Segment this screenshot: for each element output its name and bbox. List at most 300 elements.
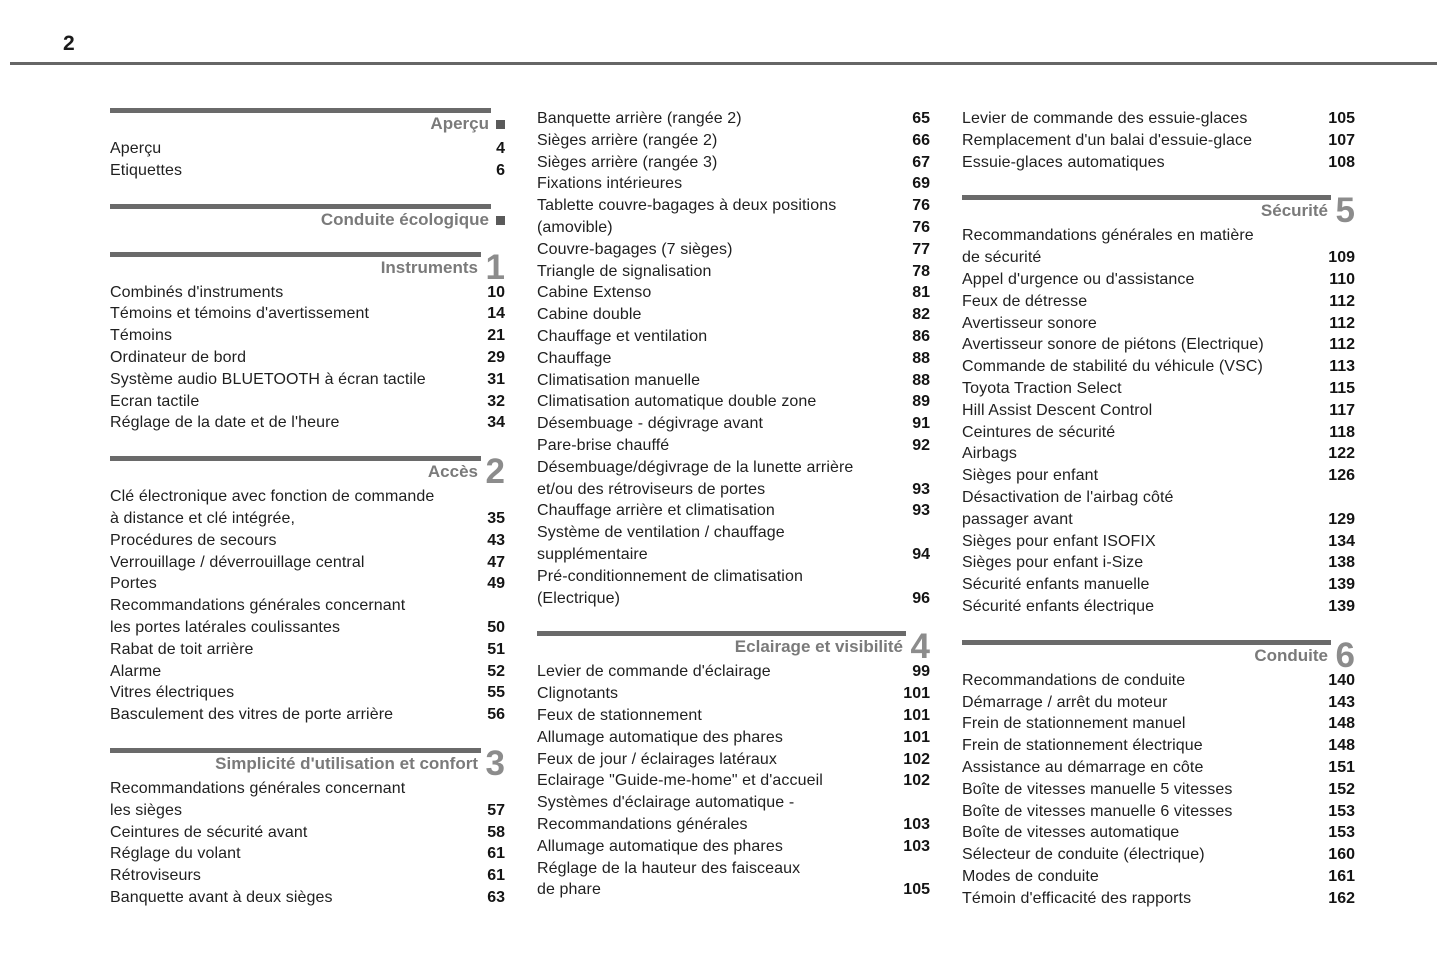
toc-entry-page: 43 — [487, 531, 505, 549]
toc-entry-label: Avertisseur sonore de piétons (Electrique) — [962, 336, 1264, 354]
toc-entry-label: Combinés d'instruments — [110, 283, 284, 301]
toc-row — [110, 552, 505, 574]
toc-section — [110, 108, 505, 182]
toc-row — [962, 692, 1355, 714]
toc-row — [537, 588, 930, 610]
toc-entry-label: Feux de jour / éclairages latéraux — [537, 750, 777, 768]
toc-entry-page: 88 — [912, 349, 930, 367]
section-number: 5 — [1335, 191, 1355, 231]
toc-row — [537, 479, 930, 501]
toc-row — [537, 348, 930, 370]
toc-entry-label: Témoins — [110, 327, 173, 345]
toc-entry-label: Réglage du volant — [110, 845, 241, 863]
toc-entry-label: Boîte de vitesses automatique — [962, 824, 1180, 842]
toc-entry-page: 91 — [912, 415, 930, 433]
toc-entry-page: 103 — [903, 837, 930, 855]
toc-entry-label: Désactivation de l'airbag côté — [962, 488, 1174, 506]
toc-row — [110, 778, 505, 800]
toc-row — [962, 888, 1355, 910]
toc-row — [110, 160, 505, 182]
toc-row — [537, 326, 930, 348]
toc-row — [962, 801, 1355, 823]
toc-entry-page: 31 — [487, 370, 505, 388]
toc-entry-page: 103 — [903, 815, 930, 833]
toc-entry-label: Réglage de la date et de l'heure — [110, 414, 340, 432]
toc-entry-page: 102 — [903, 750, 930, 768]
toc-entry-page: 148 — [1328, 715, 1355, 733]
toc-entry-page: 50 — [487, 618, 505, 636]
toc-entry-page: 108 — [1328, 153, 1355, 171]
toc-section — [537, 108, 930, 609]
toc-row — [537, 239, 930, 261]
toc-entry-label: Verrouillage / déverrouillage central — [110, 553, 365, 571]
toc-entry-page: 78 — [912, 262, 930, 280]
section-title: Instruments — [380, 257, 478, 277]
toc-entry-page: 151 — [1328, 758, 1355, 776]
toc-row — [962, 866, 1355, 888]
toc-row — [962, 844, 1355, 866]
toc-row — [537, 749, 930, 771]
toc-entry-page: 52 — [487, 662, 505, 680]
toc-row — [110, 282, 505, 304]
toc-entry-page: 139 — [1328, 576, 1355, 594]
toc-entry-label: Couvre-bagages (7 sièges) — [537, 240, 733, 258]
toc-entry-label: Recommandations générales — [537, 815, 748, 833]
toc-row — [962, 779, 1355, 801]
toc-entry-page: 105 — [1328, 110, 1355, 127]
toc-entry-label: Tablette couvre-bagages à deux positions — [537, 197, 837, 215]
toc-entry-page: 76 — [912, 218, 930, 236]
toc-row — [962, 422, 1355, 444]
toc-row — [962, 713, 1355, 735]
toc-entry-page: 89 — [912, 393, 930, 411]
section-number: 2 — [485, 452, 505, 492]
toc-entry-label: Pré-conditionnement de climatisation — [537, 567, 803, 585]
toc-entry-label: Levier de commande d'éclairage — [537, 663, 771, 681]
toc-entry-label: (amovible) — [537, 218, 613, 236]
toc-entry-page: 112 — [1329, 336, 1355, 354]
toc-entry-label: Système audio BLUETOOTH à écran tactile — [110, 370, 426, 388]
toc-entry-page: 35 — [487, 509, 505, 527]
toc-entry-label: Recommandations générales en matière — [962, 227, 1254, 245]
toc-section — [110, 204, 505, 230]
toc-row — [110, 486, 505, 508]
toc-row — [962, 735, 1355, 757]
toc-row — [962, 670, 1355, 692]
section-title: Simplicité d'utilisation et confort — [215, 753, 478, 773]
section-title: Sécurité — [1260, 201, 1328, 221]
toc-entry-page: 77 — [912, 240, 930, 258]
toc-row — [962, 465, 1355, 487]
toc-entry-page: 55 — [487, 684, 505, 702]
toc-row — [537, 173, 930, 195]
toc-row — [962, 400, 1355, 422]
toc-entry-page: 122 — [1328, 445, 1355, 463]
toc-entry-page: 21 — [487, 327, 505, 345]
toc-row — [537, 370, 930, 392]
toc-entry-label: Recommandations générales concernant — [110, 597, 406, 615]
toc-section — [962, 191, 1355, 617]
toc-entry-page: 105 — [903, 881, 930, 899]
toc-row — [537, 683, 930, 705]
toc-entry-label: Procédures de secours — [110, 531, 277, 549]
toc-row — [962, 269, 1355, 291]
toc-entry-label: les portes latérales coulissantes — [110, 618, 341, 636]
toc-entry-page: 152 — [1328, 780, 1355, 798]
toc-entry-label: Recommandations de conduite — [962, 671, 1186, 689]
toc-entry-page: 143 — [1328, 693, 1355, 711]
toc-entry-label: Chauffage arrière et climatisation — [537, 502, 775, 520]
toc-entry-label: Cabine double — [537, 306, 642, 324]
toc-entry-page: 101 — [903, 685, 930, 703]
toc-row — [110, 508, 505, 530]
toc-entry-page: 67 — [912, 153, 930, 171]
section-header — [537, 627, 930, 667]
toc-entry-label: Chauffage et ventilation — [537, 327, 708, 345]
toc-entry-label: Climatisation automatique double zone — [537, 393, 817, 411]
toc-entry-page: 115 — [1329, 379, 1355, 397]
toc-entry-page: 69 — [912, 175, 930, 193]
toc-entry-label: Ordinateur de bord — [110, 348, 247, 366]
toc-entry-page: 47 — [487, 553, 505, 571]
toc-row — [962, 487, 1355, 509]
toc-row — [537, 282, 930, 304]
toc-entry-page: 110 — [1329, 270, 1355, 288]
toc-row — [110, 865, 505, 887]
toc-entry-page: 58 — [487, 823, 505, 841]
toc-row — [962, 531, 1355, 553]
toc-entry-label: Frein de stationnement manuel — [962, 715, 1186, 733]
toc-row — [962, 509, 1355, 531]
toc-row — [537, 661, 930, 683]
toc-entry-label: les sièges — [110, 801, 183, 819]
toc-entry-page: 61 — [487, 867, 505, 885]
toc-entry-page: 118 — [1329, 423, 1355, 441]
toc-entry-page: 99 — [912, 663, 930, 681]
toc-row — [110, 530, 505, 552]
toc-entry-label: Avertisseur sonore — [962, 314, 1097, 332]
toc-entry-page: 88 — [912, 371, 930, 389]
toc-row — [110, 887, 505, 909]
toc-entry-label: à distance et clé intégrée, — [110, 509, 296, 527]
section-header — [962, 191, 1355, 231]
section-number: 6 — [1335, 635, 1355, 675]
toc-row — [110, 325, 505, 347]
toc-entry-page: 61 — [487, 845, 505, 863]
toc-column-1 — [110, 108, 505, 909]
toc-entry-page: 29 — [487, 348, 505, 366]
toc-entry-page: 161 — [1328, 867, 1355, 885]
page-number: 2 — [63, 32, 75, 55]
toc-row — [110, 843, 505, 865]
toc-entry-page: 112 — [1329, 292, 1355, 310]
toc-row — [962, 378, 1355, 400]
toc-row — [537, 814, 930, 836]
toc-entry-page: 6 — [496, 161, 505, 179]
section-number: 4 — [910, 627, 930, 667]
toc-entry-label: Portes — [110, 575, 157, 593]
toc-entry-label: de phare — [537, 881, 601, 899]
toc-entry-label: Banquette arrière (rangée 2) — [537, 110, 742, 127]
toc-row — [962, 225, 1355, 247]
toc-entry-label: Climatisation manuelle — [537, 371, 701, 389]
toc-entry-label: Hill Assist Descent Control — [962, 401, 1153, 419]
toc-entry-label: Airbags — [962, 445, 1017, 463]
toc-entry-page: 113 — [1329, 358, 1355, 376]
toc-entry-page: 49 — [487, 575, 505, 593]
toc-section — [110, 743, 505, 909]
toc-row — [537, 727, 930, 749]
toc-row — [962, 356, 1355, 378]
toc-entry-label: Fixations intérieures — [537, 175, 683, 193]
toc-entry-page: 93 — [912, 480, 930, 498]
toc-entry-page: 129 — [1328, 510, 1355, 528]
section-header — [110, 452, 505, 492]
toc-row — [537, 413, 930, 435]
toc-entry-page: 153 — [1328, 824, 1355, 842]
toc-entry-label: Systèmes d'éclairage automatique - — [537, 794, 795, 812]
toc-section — [537, 627, 930, 901]
toc-entry-label: Sièges arrière (rangée 3) — [537, 153, 718, 171]
toc-entry-page: 93 — [912, 502, 930, 520]
toc-entry-page: 86 — [912, 327, 930, 345]
toc-row — [110, 661, 505, 683]
toc-entry-label: Aperçu — [110, 140, 162, 157]
toc-row — [110, 800, 505, 822]
toc-entry-label: Feux de détresse — [962, 292, 1088, 310]
toc-entry-page: 34 — [487, 414, 505, 432]
toc-entry-label: Remplacement d'un balai d'essuie-glace — [962, 131, 1253, 149]
toc-entry-label: Démarrage / arrêt du moteur — [962, 693, 1168, 711]
section-number: 3 — [485, 743, 505, 783]
toc-entry-page: 63 — [487, 888, 505, 906]
toc-entry-page: 140 — [1328, 671, 1355, 689]
toc-row — [537, 770, 930, 792]
toc-row — [110, 391, 505, 413]
section-header — [110, 108, 505, 134]
toc-entry-page: 102 — [903, 772, 930, 790]
toc-entry-label: Témoin d'efficacité des rapports — [962, 889, 1192, 907]
toc-entry-page: 112 — [1329, 314, 1355, 332]
toc-entry-label: Modes de conduite — [962, 867, 1099, 885]
toc-row — [537, 435, 930, 457]
toc-row — [110, 573, 505, 595]
toc-entry-page: 66 — [912, 131, 930, 149]
toc-row — [537, 261, 930, 283]
toc-entry-label: Boîte de vitesses manuelle 6 vitesses — [962, 802, 1233, 820]
toc-row — [962, 108, 1355, 130]
toc-entry-label: Assistance au démarrage en côte — [962, 758, 1204, 776]
toc-row — [537, 152, 930, 174]
toc-entry-page: 4 — [496, 140, 505, 157]
toc-entry-label: Clé électronique avec fonction de commande — [110, 488, 435, 506]
toc-row — [537, 858, 930, 880]
toc-row — [110, 704, 505, 726]
toc-entry-label: Basculement des vitres de porte arrière — [110, 706, 394, 724]
toc-entry-page: 101 — [903, 728, 930, 746]
toc-row — [110, 369, 505, 391]
toc-entry-page: 94 — [912, 545, 930, 563]
toc-entry-page: 107 — [1328, 131, 1355, 149]
toc-entry-label: Sélecteur de conduite (électrique) — [962, 846, 1205, 864]
toc-entry-label: Toyota Traction Select — [962, 379, 1122, 397]
toc-entry-label: Ceintures de sécurité — [962, 423, 1116, 441]
toc-row — [537, 457, 930, 479]
toc-entry-page: 139 — [1328, 597, 1355, 615]
toc-section — [962, 635, 1355, 910]
toc-row — [110, 595, 505, 617]
toc-column-3 — [962, 108, 1355, 910]
toc-entry-label: (Electrique) — [537, 589, 621, 607]
section-square-marker — [496, 216, 505, 225]
toc-entry-page: 81 — [912, 284, 930, 302]
section-header — [110, 247, 505, 287]
toc-row — [537, 108, 930, 130]
toc-row — [537, 792, 930, 814]
header-rule — [10, 62, 1437, 65]
toc-row — [537, 217, 930, 239]
toc-entry-label: Ceintures de sécurité avant — [110, 823, 308, 841]
toc-entry-page: 32 — [487, 392, 505, 410]
toc-entry-label: Sécurité enfants électrique — [962, 597, 1155, 615]
toc-row — [537, 304, 930, 326]
toc-entry-page: 162 — [1328, 889, 1355, 907]
toc-entry-page: 92 — [912, 436, 930, 454]
toc-row — [110, 822, 505, 844]
section-header — [962, 635, 1355, 675]
toc-entry-label: Boîte de vitesses manuelle 5 vitesses — [962, 780, 1233, 798]
toc-entry-label: Allumage automatique des phares — [537, 728, 783, 746]
toc-row — [110, 682, 505, 704]
toc-entry-label: Sièges pour enfant i-Size — [962, 554, 1144, 572]
toc-entry-label: Chauffage — [537, 349, 612, 367]
toc-entry-label: Cabine Extenso — [537, 284, 652, 302]
toc-entry-label: Sécurité enfants manuelle — [962, 576, 1150, 594]
toc-row — [537, 879, 930, 901]
toc-entry-page: 153 — [1328, 802, 1355, 820]
toc-entry-page: 82 — [912, 306, 930, 324]
toc-entry-label: Alarme — [110, 662, 162, 680]
toc-row — [962, 291, 1355, 313]
toc-entry-page: 14 — [487, 305, 505, 323]
toc-section — [110, 247, 505, 435]
toc-entry-label: Triangle de signalisation — [537, 262, 712, 280]
toc-entry-label: Recommandations générales concernant — [110, 779, 406, 797]
toc-entry-page: 65 — [912, 110, 930, 127]
toc-entry-page: 57 — [487, 801, 505, 819]
toc-row — [962, 443, 1355, 465]
toc-entry-label: Système de ventilation / chauffage — [537, 524, 785, 542]
section-title: Eclairage et visibilité — [734, 637, 903, 657]
toc-column-2 — [537, 108, 930, 901]
toc-row — [110, 347, 505, 369]
toc-entry-label: Frein de stationnement électrique — [962, 737, 1203, 755]
toc-entry-label: Levier de commande des essuie-glaces — [962, 110, 1248, 127]
toc-row — [962, 130, 1355, 152]
toc-row — [962, 757, 1355, 779]
toc-row — [537, 500, 930, 522]
toc-entry-label: Réglage de la hauteur des faisceaux — [537, 859, 801, 877]
toc-row — [537, 544, 930, 566]
toc-entry-label: Feux de stationnement — [537, 706, 702, 724]
toc-entry-label: Vitres électriques — [110, 684, 235, 702]
toc-entry-label: Appel d'urgence ou d'assistance — [962, 270, 1195, 288]
toc-row — [537, 391, 930, 413]
toc-entry-page: 126 — [1328, 467, 1355, 485]
toc-row — [962, 247, 1355, 269]
toc-row — [962, 334, 1355, 356]
toc-entry-label: Ecran tactile — [110, 392, 200, 410]
section-header — [110, 204, 505, 230]
toc-row — [962, 152, 1355, 174]
toc-entry-page: 117 — [1329, 401, 1355, 419]
toc-entry-label: Rétroviseurs — [110, 867, 202, 885]
toc-row — [962, 822, 1355, 844]
toc-entry-label: Sièges arrière (rangée 2) — [537, 131, 718, 149]
toc-section — [110, 452, 505, 726]
toc-entry-label: Sièges pour enfant ISOFIX — [962, 532, 1156, 550]
section-title: Conduite — [1254, 645, 1328, 665]
toc-row — [537, 566, 930, 588]
toc-entry-page: 76 — [912, 197, 930, 215]
toc-entry-label: supplémentaire — [537, 545, 648, 563]
toc-entry-label: Témoins et témoins d'avertissement — [110, 305, 370, 323]
toc-entry-label: et/ou des rétroviseurs de portes — [537, 480, 766, 498]
toc-row — [537, 836, 930, 858]
toc-entry-label: Commande de stabilité du véhicule (VSC) — [962, 358, 1263, 376]
toc-row — [962, 313, 1355, 335]
toc-entry-label: Pare-brise chauffé — [537, 436, 670, 454]
toc-entry-label: Allumage automatique des phares — [537, 837, 783, 855]
toc-entry-page: 160 — [1328, 846, 1355, 864]
toc-row — [110, 639, 505, 661]
toc-entry-page: 101 — [903, 706, 930, 724]
toc-entry-page: 148 — [1328, 737, 1355, 755]
toc-entry-label: passager avant — [962, 510, 1073, 528]
toc-row — [110, 138, 505, 160]
toc-entry-label: Désembuage - dégivrage avant — [537, 415, 764, 433]
toc-row — [110, 617, 505, 639]
toc-entry-label: de sécurité — [962, 249, 1042, 267]
toc-entry-page: 134 — [1328, 532, 1355, 550]
section-square-marker — [496, 120, 505, 129]
toc-entry-page: 96 — [912, 589, 930, 607]
toc-row — [110, 303, 505, 325]
toc-entry-label: Sièges pour enfant — [962, 467, 1099, 485]
toc-entry-label: Rabat de toit arrière — [110, 640, 254, 658]
toc-entry-label: Essuie-glaces automatiques — [962, 153, 1165, 171]
toc-row — [537, 522, 930, 544]
toc-row — [537, 195, 930, 217]
toc-row — [537, 705, 930, 727]
toc-entry-label: Eclairage "Guide-me-home" et d'accueil — [537, 772, 823, 790]
toc-row — [537, 130, 930, 152]
toc-entry-label: Désembuage/dégivrage de la lunette arrière — [537, 458, 854, 476]
section-header — [110, 743, 505, 783]
toc-entry-label: Clignotants — [537, 685, 619, 703]
toc-entry-page: 10 — [487, 283, 505, 301]
section-number: 1 — [485, 247, 505, 287]
toc-row — [962, 596, 1355, 618]
toc-entry-page: 109 — [1328, 249, 1355, 267]
section-title: Accès — [427, 462, 478, 482]
toc-section — [962, 108, 1355, 173]
section-title: Aperçu — [430, 114, 489, 133]
toc-entry-page: 51 — [487, 640, 505, 658]
toc-row — [962, 552, 1355, 574]
toc-row — [110, 412, 505, 434]
toc-entry-page: 56 — [487, 706, 505, 724]
